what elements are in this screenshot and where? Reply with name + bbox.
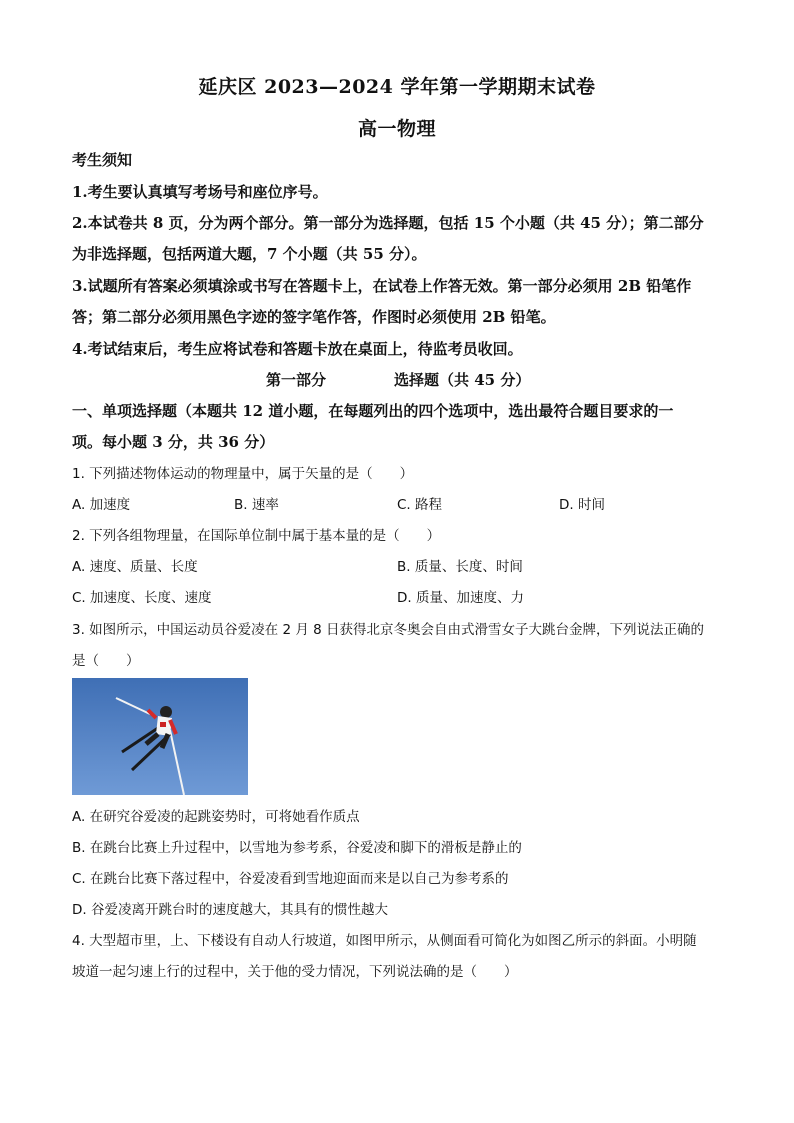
option-a: A. 速度、质量、长度	[72, 559, 198, 575]
option-a: A. 在研究谷爱凌的起跳姿势时，可将她看作质点	[72, 809, 360, 825]
notice-line: 2.本试卷共 8 页，分为两个部分。第一部分为选择题，包括 15 个小题（共 45 分）；第二部分	[72, 214, 704, 232]
question-stem: 3. 如图所示，中国运动员谷爱凌在 2 月 8 日获得北京冬奥会自由式滑雪女子大跳台金牌，下列说法正确的	[72, 622, 705, 638]
option-c: C. 路程	[397, 497, 443, 513]
option-c: C. 在跳台比赛下落过程中，谷爱凌看到雪地迎面而来是以自己为参考系的	[72, 871, 509, 887]
option-d: D. 质量、加速度、力	[397, 590, 524, 606]
part-label: 第一部分	[266, 371, 327, 389]
notice-line: 4.考试结束后，考生应将试卷和答题卡放在桌面上，待监考员收回。	[72, 340, 523, 358]
question-stem: 4. 大型超市里，上、下楼设有自动人行坡道，如图甲所示，从侧面看可简化为如图乙所示的斜面。小明随	[72, 933, 697, 949]
notice-line: 为非选择题，包括两道大题，7 个小题（共 55 分）。	[72, 245, 427, 263]
option-d: D. 谷爱凌离开跳台时的速度越大，其具有的惯性越大	[72, 902, 388, 918]
question-stem: 1. 下列描述物体运动的物理量中，属于矢量的是（ ）	[72, 466, 414, 482]
section-heading: 项。每小题 3 分，共 36 分）	[72, 433, 275, 451]
question-stem: 2. 下列各组物理量，在国际单位制中属于基本量的是（ ）	[72, 528, 441, 544]
section-heading: 一、单项选择题（本题共 12 道小题，在每题列出的四个选项中，选出最符合题目要求的一	[72, 402, 674, 420]
notice-line: 答；第二部分必须用黑色字迹的签字笔作答，作图时必须使用 2B 铅笔。	[72, 308, 556, 326]
exam-title: 延庆区 2023—2024 学年第一学期期末试卷	[198, 76, 596, 98]
option-b: B. 在跳台比赛上升过程中，以雪地为参考系，谷爱凌和脚下的滑板是静止的	[72, 840, 522, 856]
option-b: B. 质量、长度、时间	[397, 559, 523, 575]
question-stem: 是（ ）	[72, 653, 140, 669]
part-name: 选择题（共 45 分）	[394, 371, 531, 389]
exam-subject: 高一物理	[357, 118, 436, 140]
notice-heading: 考生须知	[72, 151, 133, 169]
notice-line: 3.试题所有答案必须填涂或书写在答题卡上，在试卷上作答无效。第一部分必须用 2B 铅笔作	[72, 277, 692, 295]
question-stem: 坡道一起匀速上行的过程中，关于他的受力情况，下列说法确的是（ ）	[72, 964, 518, 980]
option-c: C. 加速度、长度、速度	[72, 590, 212, 606]
option-d: D. 时间	[559, 497, 605, 513]
option-a: A. 加速度	[72, 497, 131, 513]
skier-photo	[72, 678, 248, 795]
option-b: B. 速率	[234, 497, 279, 513]
notice-line: 1.考生要认真填写考场号和座位序号。	[72, 183, 328, 201]
